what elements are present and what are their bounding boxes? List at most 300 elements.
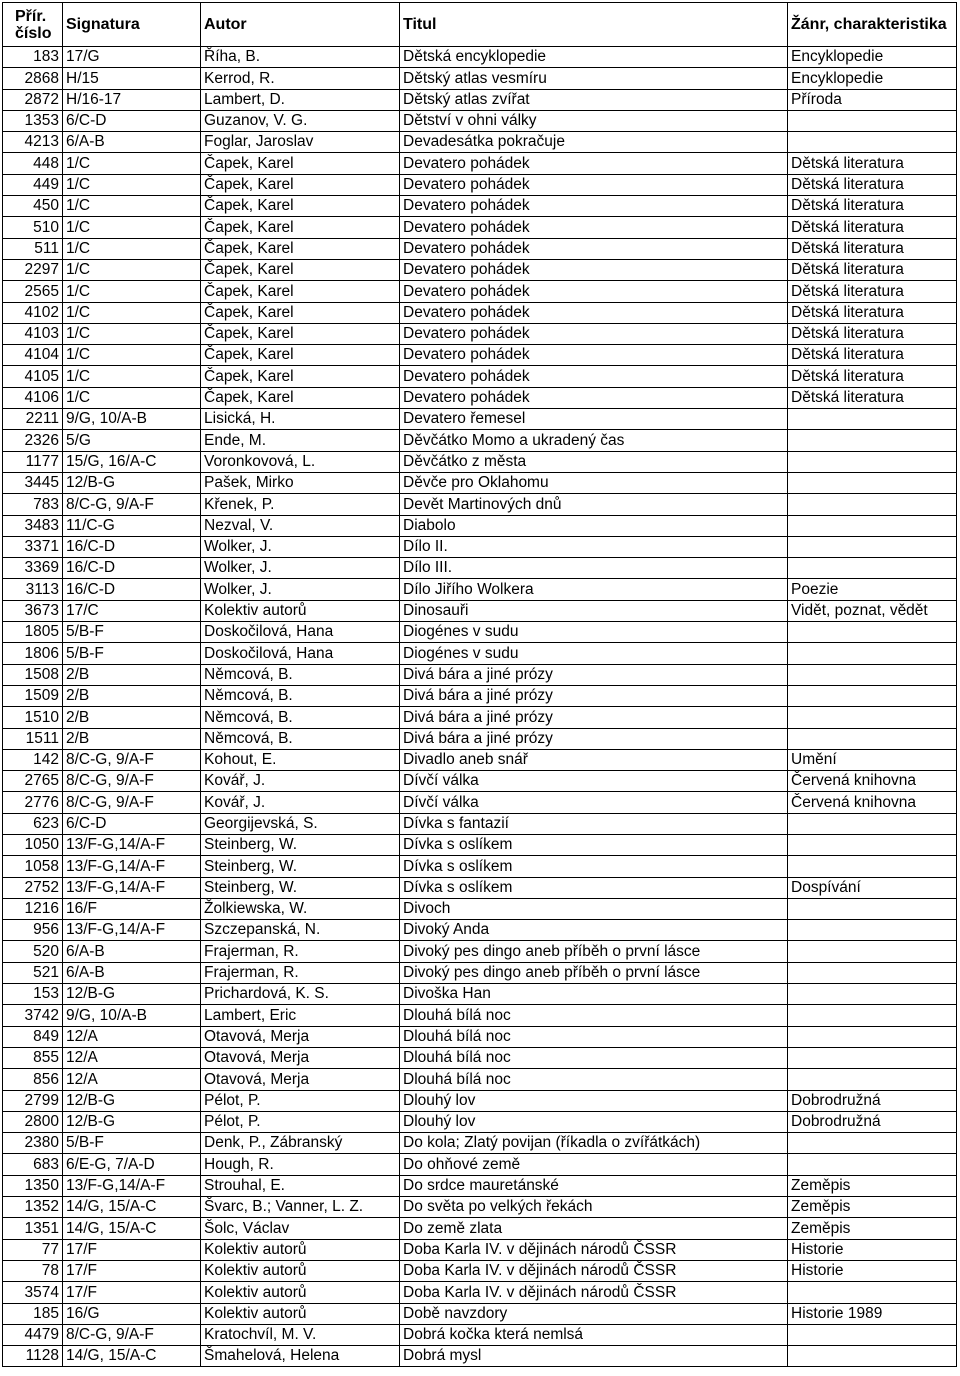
title-cell: Divoký pes dingo aneb příběh o první lásce [400, 962, 788, 983]
signature-cell: 12/A [63, 1026, 201, 1047]
genre-cell: Dospívání [788, 877, 957, 898]
accession-number-cell: 449 [3, 174, 63, 195]
table-row [3, 877, 957, 898]
title-cell: Devatero pohádek [400, 345, 788, 366]
accession-number-cell: 1128 [3, 1346, 63, 1367]
signature-cell: 2/B [63, 707, 201, 728]
title-cell: Dívka s oslíkem [400, 856, 788, 877]
table-row [3, 1282, 957, 1303]
table-row [3, 600, 957, 621]
table-row [3, 558, 957, 579]
title-cell: Dílo II. [400, 536, 788, 557]
genre-cell: Příroda [788, 89, 957, 110]
table-row [3, 664, 957, 685]
signature-cell: 9/G, 10/A-B [63, 409, 201, 430]
table-row [3, 941, 957, 962]
table-row [3, 1154, 957, 1175]
table-row [3, 1197, 957, 1218]
signature-cell: 5/B-F [63, 643, 201, 664]
accession-number-cell: 1216 [3, 898, 63, 919]
title-cell: Devadesátka pokračuje [400, 132, 788, 153]
author-cell: Němcová, B. [201, 728, 400, 749]
accession-number-cell: 3445 [3, 472, 63, 493]
author-cell: Otavová, Merja [201, 1047, 400, 1068]
title-cell: Devatero pohádek [400, 302, 788, 323]
accession-number-cell: 1510 [3, 707, 63, 728]
accession-number-cell: 2565 [3, 281, 63, 302]
table-row [3, 1239, 957, 1260]
genre-cell [788, 1133, 957, 1154]
title-cell: Divá bára a jiné prózy [400, 707, 788, 728]
title-cell: Divoška Han [400, 984, 788, 1005]
accession-number-cell: 1351 [3, 1218, 63, 1239]
genre-cell [788, 664, 957, 685]
table-row [3, 196, 957, 217]
title-cell: Dlouhá bílá noc [400, 1026, 788, 1047]
accession-number-cell: 956 [3, 920, 63, 941]
signature-cell: 1/C [63, 323, 201, 344]
signature-cell: 16/C-D [63, 536, 201, 557]
table-row [3, 771, 957, 792]
genre-cell [788, 515, 957, 536]
author-cell: Kohout, E. [201, 749, 400, 770]
genre-cell: Historie [788, 1260, 957, 1281]
table-row [3, 153, 957, 174]
table-row [3, 430, 957, 451]
table-row [3, 68, 957, 89]
accession-number-cell: 183 [3, 47, 63, 68]
author-cell: Kerrod, R. [201, 68, 400, 89]
signature-cell: 13/F-G,14/A-F [63, 856, 201, 877]
accession-number-cell: 2297 [3, 259, 63, 280]
author-cell: Prichardová, K. S. [201, 984, 400, 1005]
signature-cell: 14/G, 15/A-C [63, 1197, 201, 1218]
table-row [3, 856, 957, 877]
signature-cell: 2/B [63, 664, 201, 685]
author-cell: Čapek, Karel [201, 366, 400, 387]
table-row [3, 1218, 957, 1239]
signature-cell: 6/E-G, 7/A-D [63, 1154, 201, 1175]
signature-cell: 1/C [63, 366, 201, 387]
author-cell: Křenek, P. [201, 494, 400, 515]
signature-cell: H/16-17 [63, 89, 201, 110]
title-cell: Dívka s oslíkem [400, 834, 788, 855]
title-cell: Devatero pohádek [400, 217, 788, 238]
table-row [3, 1303, 957, 1324]
genre-cell: Historie 1989 [788, 1303, 957, 1324]
table-row [3, 707, 957, 728]
signature-cell: 16/C-D [63, 579, 201, 600]
author-cell: Hough, R. [201, 1154, 400, 1175]
title-cell: Dlouhá bílá noc [400, 1005, 788, 1026]
title-cell: Divá bára a jiné prózy [400, 685, 788, 706]
title-cell: Divadlo aneb snář [400, 749, 788, 770]
signature-cell: 1/C [63, 345, 201, 366]
title-cell: Do srdce mauretánské [400, 1175, 788, 1196]
accession-number-cell: 2752 [3, 877, 63, 898]
author-cell: Kolektiv autorů [201, 1260, 400, 1281]
author-cell: Steinberg, W. [201, 877, 400, 898]
accession-number-cell: 4213 [3, 132, 63, 153]
accession-number-cell: 1177 [3, 451, 63, 472]
author-cell: Guzanov, V. G. [201, 110, 400, 131]
signature-cell: 12/B-G [63, 472, 201, 493]
signature-cell: 8/C-G, 9/A-F [63, 494, 201, 515]
accession-number-cell: 3369 [3, 558, 63, 579]
table-row [3, 685, 957, 706]
genre-cell: Zeměpis [788, 1197, 957, 1218]
author-cell: Švarc, B.; Vanner, L. Z. [201, 1197, 400, 1218]
genre-cell [788, 1005, 957, 1026]
author-cell: Lisická, H. [201, 409, 400, 430]
genre-cell: Encyklopedie [788, 47, 957, 68]
signature-cell: 15/G, 16/A-C [63, 451, 201, 472]
header-author: Autor [201, 3, 400, 47]
table-row [3, 323, 957, 344]
accession-number-cell: 2799 [3, 1090, 63, 1111]
signature-cell: 12/A [63, 1047, 201, 1068]
accession-number-cell: 1509 [3, 685, 63, 706]
title-cell: Dětství v ohni války [400, 110, 788, 131]
title-cell: Devatero pohádek [400, 153, 788, 174]
signature-cell: 1/C [63, 302, 201, 323]
signature-cell: 16/F [63, 898, 201, 919]
title-cell: Dívčí válka [400, 771, 788, 792]
signature-cell: 8/C-G, 9/A-F [63, 792, 201, 813]
genre-cell [788, 494, 957, 515]
author-cell: Němcová, B. [201, 664, 400, 685]
title-cell: Do světa po velkých řekách [400, 1197, 788, 1218]
genre-cell: Dětská literatura [788, 217, 957, 238]
title-cell: Dětský atlas vesmíru [400, 68, 788, 89]
genre-cell: Dětská literatura [788, 345, 957, 366]
genre-cell [788, 472, 957, 493]
genre-cell [788, 558, 957, 579]
genre-cell [788, 834, 957, 855]
title-cell: Devatero pohádek [400, 238, 788, 259]
genre-cell [788, 984, 957, 1005]
signature-cell: 13/F-G,14/A-F [63, 920, 201, 941]
signature-cell: 5/B-F [63, 622, 201, 643]
genre-cell [788, 132, 957, 153]
accession-number-cell: 1805 [3, 622, 63, 643]
title-cell: Dětský atlas zvířat [400, 89, 788, 110]
accession-number-cell: 1352 [3, 1197, 63, 1218]
author-cell: Foglar, Jaroslav [201, 132, 400, 153]
author-cell: Otavová, Merja [201, 1026, 400, 1047]
signature-cell: 6/A-B [63, 962, 201, 983]
genre-cell: Dětská literatura [788, 238, 957, 259]
accession-number-cell: 511 [3, 238, 63, 259]
signature-cell: 14/G, 15/A-C [63, 1218, 201, 1239]
author-cell: Voronkovová, L. [201, 451, 400, 472]
signature-cell: 17/C [63, 600, 201, 621]
genre-cell [788, 728, 957, 749]
genre-cell: Poezie [788, 579, 957, 600]
table-row [3, 259, 957, 280]
table-row [3, 1047, 957, 1068]
accession-number-cell: 4104 [3, 345, 63, 366]
title-cell: Dílo III. [400, 558, 788, 579]
author-cell: Szczepanská, N. [201, 920, 400, 941]
accession-number-cell: 521 [3, 962, 63, 983]
table-row [3, 792, 957, 813]
accession-number-cell: 623 [3, 813, 63, 834]
accession-number-cell: 4103 [3, 323, 63, 344]
table-row [3, 749, 957, 770]
author-cell: Kolektiv autorů [201, 1303, 400, 1324]
signature-cell: 9/G, 10/A-B [63, 1005, 201, 1026]
genre-cell [788, 409, 957, 430]
accession-number-cell: 3113 [3, 579, 63, 600]
genre-cell: Dobrodružná [788, 1090, 957, 1111]
header-accession-number: Přír. číslo [3, 3, 63, 47]
accession-number-cell: 856 [3, 1069, 63, 1090]
author-cell: Ende, M. [201, 430, 400, 451]
author-cell: Čapek, Karel [201, 323, 400, 344]
author-cell: Kratochvíl, M. V. [201, 1324, 400, 1345]
signature-cell: 12/B-G [63, 984, 201, 1005]
title-cell: Doba Karla IV. v dějinách národů ČSSR [400, 1239, 788, 1260]
accession-number-cell: 78 [3, 1260, 63, 1281]
genre-cell: Dětská literatura [788, 259, 957, 280]
accession-number-cell: 1353 [3, 110, 63, 131]
accession-number-cell: 1806 [3, 643, 63, 664]
genre-cell: Červená knihovna [788, 771, 957, 792]
title-cell: Diogénes v sudu [400, 622, 788, 643]
accession-number-cell: 783 [3, 494, 63, 515]
table-row [3, 920, 957, 941]
author-cell: Čapek, Karel [201, 387, 400, 408]
genre-cell: Dětská literatura [788, 302, 957, 323]
title-cell: Divá bára a jiné prózy [400, 728, 788, 749]
genre-cell [788, 1069, 957, 1090]
signature-cell: 1/C [63, 196, 201, 217]
accession-number-cell: 849 [3, 1026, 63, 1047]
table-row [3, 813, 957, 834]
author-cell: Strouhal, E. [201, 1175, 400, 1196]
title-cell: Devatero pohádek [400, 387, 788, 408]
genre-cell: Encyklopedie [788, 68, 957, 89]
accession-number-cell: 1508 [3, 664, 63, 685]
genre-cell [788, 451, 957, 472]
genre-cell: Dětská literatura [788, 196, 957, 217]
genre-cell: Vidět, poznat, vědět [788, 600, 957, 621]
genre-cell: Zeměpis [788, 1218, 957, 1239]
table-row [3, 579, 957, 600]
signature-cell: 8/C-G, 9/A-F [63, 749, 201, 770]
accession-number-cell: 185 [3, 1303, 63, 1324]
title-cell: Do země zlata [400, 1218, 788, 1239]
title-cell: Dlouhý lov [400, 1090, 788, 1111]
table-row [3, 1026, 957, 1047]
table-row [3, 110, 957, 131]
genre-cell [788, 856, 957, 877]
genre-cell [788, 110, 957, 131]
table-row [3, 387, 957, 408]
title-cell: Dobrá kočka která nemlsá [400, 1324, 788, 1345]
author-cell: Šolc, Václav [201, 1218, 400, 1239]
accession-number-cell: 4105 [3, 366, 63, 387]
table-row [3, 217, 957, 238]
accession-number-cell: 3483 [3, 515, 63, 536]
genre-cell [788, 622, 957, 643]
title-cell: Děvčátko z města [400, 451, 788, 472]
header-title: Titul [400, 3, 788, 47]
genre-cell [788, 707, 957, 728]
table-row [3, 1069, 957, 1090]
title-cell: Devatero pohádek [400, 196, 788, 217]
signature-cell: 5/G [63, 430, 201, 451]
signature-cell: 17/F [63, 1282, 201, 1303]
genre-cell [788, 1346, 957, 1367]
title-cell: Doba Karla IV. v dějinách národů ČSSR [400, 1260, 788, 1281]
genre-cell [788, 920, 957, 941]
author-cell: Otavová, Merja [201, 1069, 400, 1090]
author-cell: Lambert, D. [201, 89, 400, 110]
author-cell: Pélot, P. [201, 1090, 400, 1111]
genre-cell [788, 643, 957, 664]
genre-cell: Červená knihovna [788, 792, 957, 813]
title-cell: Divoký Anda [400, 920, 788, 941]
table-row [3, 962, 957, 983]
signature-cell: 16/C-D [63, 558, 201, 579]
signature-cell: 12/A [63, 1069, 201, 1090]
title-cell: Do ohňové země [400, 1154, 788, 1175]
table-row [3, 238, 957, 259]
genre-cell: Dětská literatura [788, 174, 957, 195]
author-cell: Čapek, Karel [201, 196, 400, 217]
author-cell: Čapek, Karel [201, 345, 400, 366]
genre-cell: Dětská literatura [788, 153, 957, 174]
header-signature: Signatura [63, 3, 201, 47]
title-cell: Divá bára a jiné prózy [400, 664, 788, 685]
title-cell: Dívka s fantazií [400, 813, 788, 834]
genre-cell: Dobrodružná [788, 1111, 957, 1132]
table-row [3, 1005, 957, 1026]
accession-number-cell: 3574 [3, 1282, 63, 1303]
author-cell: Šmahelová, Helena [201, 1346, 400, 1367]
table-row [3, 472, 957, 493]
signature-cell: 12/B-G [63, 1090, 201, 1111]
author-cell: Steinberg, W. [201, 856, 400, 877]
signature-cell: 1/C [63, 174, 201, 195]
table-row [3, 345, 957, 366]
title-cell: Dobrá mysl [400, 1346, 788, 1367]
genre-cell [788, 941, 957, 962]
table-row [3, 834, 957, 855]
accession-number-cell: 2800 [3, 1111, 63, 1132]
signature-cell: 13/F-G,14/A-F [63, 1175, 201, 1196]
table-row [3, 1175, 957, 1196]
genre-cell [788, 962, 957, 983]
accession-number-cell: 3742 [3, 1005, 63, 1026]
signature-cell: 17/G [63, 47, 201, 68]
table-row [3, 409, 957, 430]
author-cell: Doskočilová, Hana [201, 643, 400, 664]
table-row [3, 1324, 957, 1345]
genre-cell: Umění [788, 749, 957, 770]
table-row [3, 984, 957, 1005]
title-cell: Devatero pohádek [400, 366, 788, 387]
author-cell: Frajerman, R. [201, 941, 400, 962]
table-row [3, 622, 957, 643]
author-cell: Wolker, J. [201, 536, 400, 557]
signature-cell: 6/A-B [63, 941, 201, 962]
table-row [3, 132, 957, 153]
accession-number-cell: 153 [3, 984, 63, 1005]
author-cell: Čapek, Karel [201, 238, 400, 259]
table-row [3, 1090, 957, 1111]
accession-number-cell: 77 [3, 1239, 63, 1260]
accession-number-cell: 448 [3, 153, 63, 174]
table-row [3, 728, 957, 749]
author-cell: Němcová, B. [201, 685, 400, 706]
signature-cell: 8/C-G, 9/A-F [63, 771, 201, 792]
signature-cell: 2/B [63, 685, 201, 706]
header-genre: Žánr, charakteristika [788, 3, 957, 47]
title-cell: Děvče pro Oklahomu [400, 472, 788, 493]
accession-number-cell: 4102 [3, 302, 63, 323]
table-row [3, 1260, 957, 1281]
accession-number-cell: 4479 [3, 1324, 63, 1345]
title-cell: Devatero řemesel [400, 409, 788, 430]
table-row [3, 1346, 957, 1367]
author-cell: Nezval, V. [201, 515, 400, 536]
genre-cell [788, 685, 957, 706]
accession-number-cell: 1058 [3, 856, 63, 877]
accession-number-cell: 2765 [3, 771, 63, 792]
genre-cell: Dětská literatura [788, 323, 957, 344]
signature-cell: 14/G, 15/A-C [63, 1346, 201, 1367]
author-cell: Kolektiv autorů [201, 1282, 400, 1303]
signature-cell: 17/F [63, 1239, 201, 1260]
table-row [3, 536, 957, 557]
author-cell: Němcová, B. [201, 707, 400, 728]
accession-number-cell: 855 [3, 1047, 63, 1068]
table-row [3, 643, 957, 664]
title-cell: Dílo Jiřího Wolkera [400, 579, 788, 600]
title-cell: Diabolo [400, 515, 788, 536]
author-cell: Kolektiv autorů [201, 600, 400, 621]
title-cell: Dlouhá bílá noc [400, 1069, 788, 1090]
table-row [3, 494, 957, 515]
author-cell: Wolker, J. [201, 558, 400, 579]
genre-cell [788, 1154, 957, 1175]
header-row [3, 3, 957, 47]
title-cell: Devatero pohádek [400, 259, 788, 280]
genre-cell [788, 430, 957, 451]
signature-cell: 1/C [63, 259, 201, 280]
genre-cell: Dětská literatura [788, 387, 957, 408]
signature-cell: 6/C-D [63, 110, 201, 131]
accession-number-cell: 3673 [3, 600, 63, 621]
signature-cell: 11/C-G [63, 515, 201, 536]
genre-cell [788, 1026, 957, 1047]
signature-cell: 1/C [63, 238, 201, 259]
signature-cell: 13/F-G,14/A-F [63, 877, 201, 898]
accession-number-cell: 2776 [3, 792, 63, 813]
genre-cell [788, 898, 957, 919]
genre-cell: Historie [788, 1239, 957, 1260]
author-cell: Pélot, P. [201, 1111, 400, 1132]
signature-cell: 6/C-D [63, 813, 201, 834]
accession-number-cell: 1050 [3, 834, 63, 855]
title-cell: Do kola; Zlatý povijan (říkadla o zvířátkách) [400, 1133, 788, 1154]
table-row [3, 1111, 957, 1132]
table-row [3, 898, 957, 919]
signature-cell: 16/G [63, 1303, 201, 1324]
